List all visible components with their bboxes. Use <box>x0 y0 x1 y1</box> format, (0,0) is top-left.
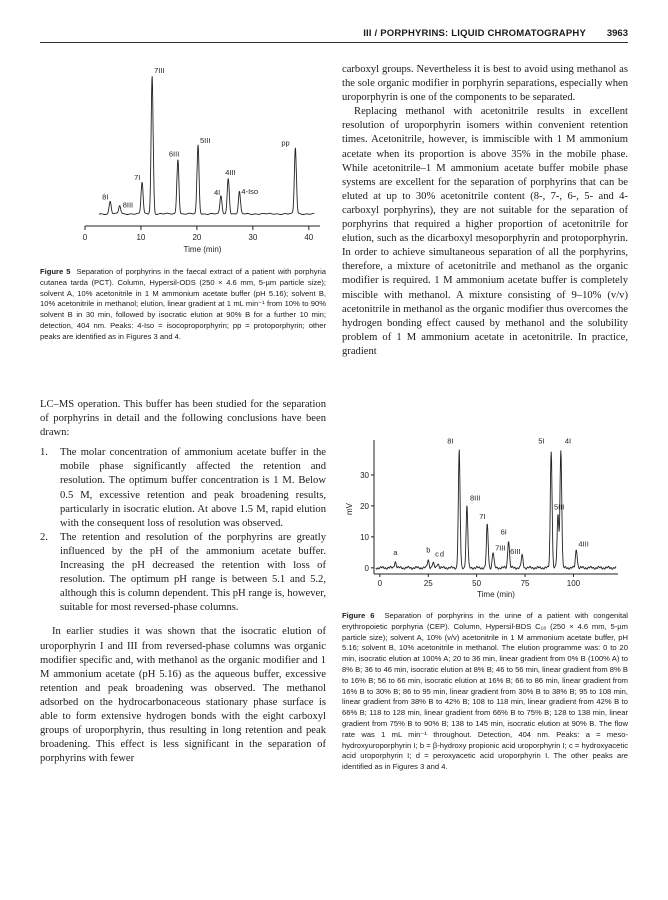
fig6-x-tick-label: 50 <box>472 579 482 588</box>
figure-6-caption <box>342 611 628 773</box>
fig6-peak-label: c <box>435 549 439 559</box>
fig6-y-tick-label: 0 <box>364 563 369 573</box>
fig6-x-tick-label: 0 <box>377 579 383 588</box>
left-paragraph-2: In earlier studies it was shown that the isocratic elution of uroporphyrin I and III from reversed-phase columns was organic modifier specific and, with methanol as the organic modifier and 1 M ammonium acetate (pH 5.16) as the aqueous buffer, excessive retention and peak broadening was observed. The methanol adsorbed on the hydrocarbonaceous stationary phase surface is able to form extensive hydrogen bonds with the eight carboxyl groups of uroporphyrin, thus resulting in long retention and peak broadening. This effect is less significant in the separation of porphyrins with fewer <box>40 626 326 765</box>
fig5-peak-label: 8I <box>102 192 109 202</box>
fig6-x-axis-label: Time (min) <box>477 590 515 599</box>
figure-5-svg <box>70 60 340 260</box>
fig6-peak-label: 5III <box>553 502 565 512</box>
fig5-x-tick-label: 10 <box>136 233 146 242</box>
fig6-peak-label: a <box>393 547 398 557</box>
figure-5-chart <box>70 60 340 260</box>
left-paragraph-1: LC–MS operation. This buffer has been studied for the separation of porphyrins in detail and the following conclusions have been drawn: <box>40 399 326 439</box>
fig6-peak-label: 6I <box>500 527 507 537</box>
figure-6-svg <box>342 432 628 604</box>
figure-6-caption-text: Separation of porphyrins in the urine of a patient with congenital erythropoietic porphyria (CEP). Column, Hypersil-BDS C₁₈ (250 × 4.6 mm, 5-µm particle size); solvent A, 10% (v/v) acetonitrile in 1 M ammonium acetate buffer, pH 5.16; solvent B, 10% acetonitrile in methanol. The elution programme was: 0 to 20 min, isocratic elution at 100% A; 20 to 36 min, linear gradient from 0% B (100% A) to 8% B; 36 to 46 min, isocratic elution at 8% B; 46 to 56 min, linear gradient from 8% B to 16% B; 56 to 66 min, isocratic elution at 16% B; 66 to 86 min, linear gradient from 16% B to 30% B; 86 to 95 min, linear gradient from 30% B to 38% B; 95 to 108 min, linear gradient from 38% B to 42% B; 108 to 118 min, linear gradient from 42% B to 66% B; 118 to 128 min, linear gradient from 66% B to 75% B; 128 to 138 min, linear gradient from 75% B to 90% B; 138 to 145 min, isocratic elution at 90% B. The flow rate was 1 mL min⁻¹ throughout. Detection, 404 nm. Peaks: a = meso-hydroxyuroporphyrin I; b = β-hydroxy propionic acid uroporphyrin I; c = hydroxyacetic acid uroporphyrin I; d = peroxyacetic acid uroporphyrin I. The other peaks are identified as in Figures 3 and 4. <box>342 611 628 772</box>
fig5-peak-label: 6III <box>168 149 180 159</box>
fig6-peak-label: 6III <box>510 546 521 556</box>
fig6-peak-label: 7III <box>495 543 506 553</box>
fig5-x-tick-label: 0 <box>82 233 88 242</box>
fig6-peak-label: 4III <box>578 539 589 549</box>
fig6-peak-label: 7I <box>479 511 486 521</box>
fig5-x-tick-label: 30 <box>248 233 258 242</box>
fig5-peak-label: 4III <box>225 167 236 177</box>
figure-5-caption <box>40 267 326 343</box>
figure-6-chart <box>342 432 628 604</box>
fig5-peak-label: 4-Iso <box>241 186 259 196</box>
fig5-peak-label: 7III <box>154 65 165 75</box>
fig5-peak-label: pp <box>281 138 290 148</box>
right-column <box>342 63 628 359</box>
page-number: 3963 <box>606 28 628 39</box>
fig6-y-axis-label: mV <box>345 503 354 515</box>
fig6-x-tick-label: 75 <box>520 579 530 588</box>
fig6-peak-label: b <box>426 545 431 555</box>
list-item-1 <box>40 446 326 531</box>
fig6-peak-label: 4I <box>564 436 572 446</box>
fig6-y-tick-label: 10 <box>360 532 369 542</box>
running-head: III / PORPHYRINS: LIQUID CHROMATOGRAPHY <box>363 28 586 39</box>
fig6-peak-label: 8III <box>469 493 481 503</box>
figure-5-caption-text: Separation of porphyrins in the faecal extract of a patient with porphyria cutanea tarda (PCT). Column, Hypersil-ODS (250 × 4.6 mm, 5-µm particle size); solvent A, 10% acetonitrile in 1 M ammonium acetate buffer (pH 5.16); solvent B, 10% acetonitrile in methanol; elution, linear gradient at 1 mL min⁻¹ from 10% to 90% solvent B in 30 min, followed by isocratic elution at 90% B for a further 10 min; detection, 404 nm. Peaks: 4-Iso = isocoproporphyrin; pp = protoporphyrin; other peaks are identified as in Figures 3 and 4. <box>40 267 326 341</box>
fig5-x-axis-label: Time (min) <box>183 245 222 254</box>
fig5-peak-label: 7I <box>134 173 141 183</box>
left-column <box>40 398 326 766</box>
fig5-x-tick-label: 40 <box>304 233 314 242</box>
fig6-x-tick-label: 100 <box>566 579 581 588</box>
figure-5-label: Figure 5 <box>40 267 71 276</box>
fig6-peak-label: d <box>439 549 445 559</box>
fig6-peak-label: 8I <box>447 436 454 446</box>
list-number: 2. <box>40 531 48 543</box>
fig5-x-tick-label: 20 <box>192 233 202 242</box>
list-number: 1. <box>40 447 48 459</box>
fig6-y-tick-label: 30 <box>360 470 369 480</box>
right-paragraph-2: Replacing methanol with acetonitrile results in excellent resolution of uroporphyrin isomers within convenient retention times. Acetonitrile, however, is immiscible with 1 M ammonium acetate when its proportion is above 35% in the mobile phase. While acetonitrile–1 M ammonium acetate buffer mobile phase systems are excellent for the separation of porphyrins that can be eluted at up to 30% acetonitrile content (8-, 7-, 6-, 5- and 4-carboxyl porphyrins), they are not suitable for the separation of porphyrins that required a higher proportion of acetonitrile for elution, such as the dicarboxyl mesoporphyrin and protoporphyrin. In order to achieve simultaneous separation of all the porphyrins, therefore, a mixture of acetonitrile and methanol as the organic modifier is required. 1 M ammonium acetate buffer is completely miscible with methanol. A mixture consisting of 9–10% (v/v) acetonitrile in methanol as the organic modifier thus overcomes the hydrogen bonding effect caused by methanol and the solubility problem of 1 M ammonium acetate in acetonitrile. In practice, gradient <box>342 106 628 357</box>
right-paragraph-1: carboxyl groups. Nevertheless it is best to avoid using methanol as the sole organic modifier in porphyrin separations, especially when uroporphyrin is one of the components to be separated. <box>342 64 628 104</box>
fig5-peak-label: 4I <box>213 187 221 197</box>
page-header <box>40 28 628 43</box>
list-text: The retention and resolution of the porphyrins are greatly influenced by the pH of the ammonium acetate buffer. Increasing the pH decreased the retention with loss of resolution. The optimum pH range is between 5.1 and 5.2, although this is column dependent. This pH range is, however, suitable for most reversed-phase columns. <box>60 531 326 614</box>
fig6-y-tick-label: 20 <box>360 501 369 511</box>
fig6-x-tick-label: 25 <box>423 579 433 588</box>
fig5-peak-label: 5III <box>200 135 211 145</box>
fig6-peak-label: 5I <box>538 436 545 446</box>
list-item-2 <box>40 531 326 616</box>
fig5-peak-label: 8III <box>122 200 134 210</box>
list-text: The molar concentration of ammonium acetate buffer in the mobile phase significantly affected the retention and resolution. The optimum buffer concentration is 1 M. Below 0.5 M, excessive retention and peak broadening results, particularly in isocratic elution. At above 1.5 M, rapid elution with the consequent loss of resolution was observed. <box>60 447 326 529</box>
figure-6-label: Figure 6 <box>342 611 375 620</box>
